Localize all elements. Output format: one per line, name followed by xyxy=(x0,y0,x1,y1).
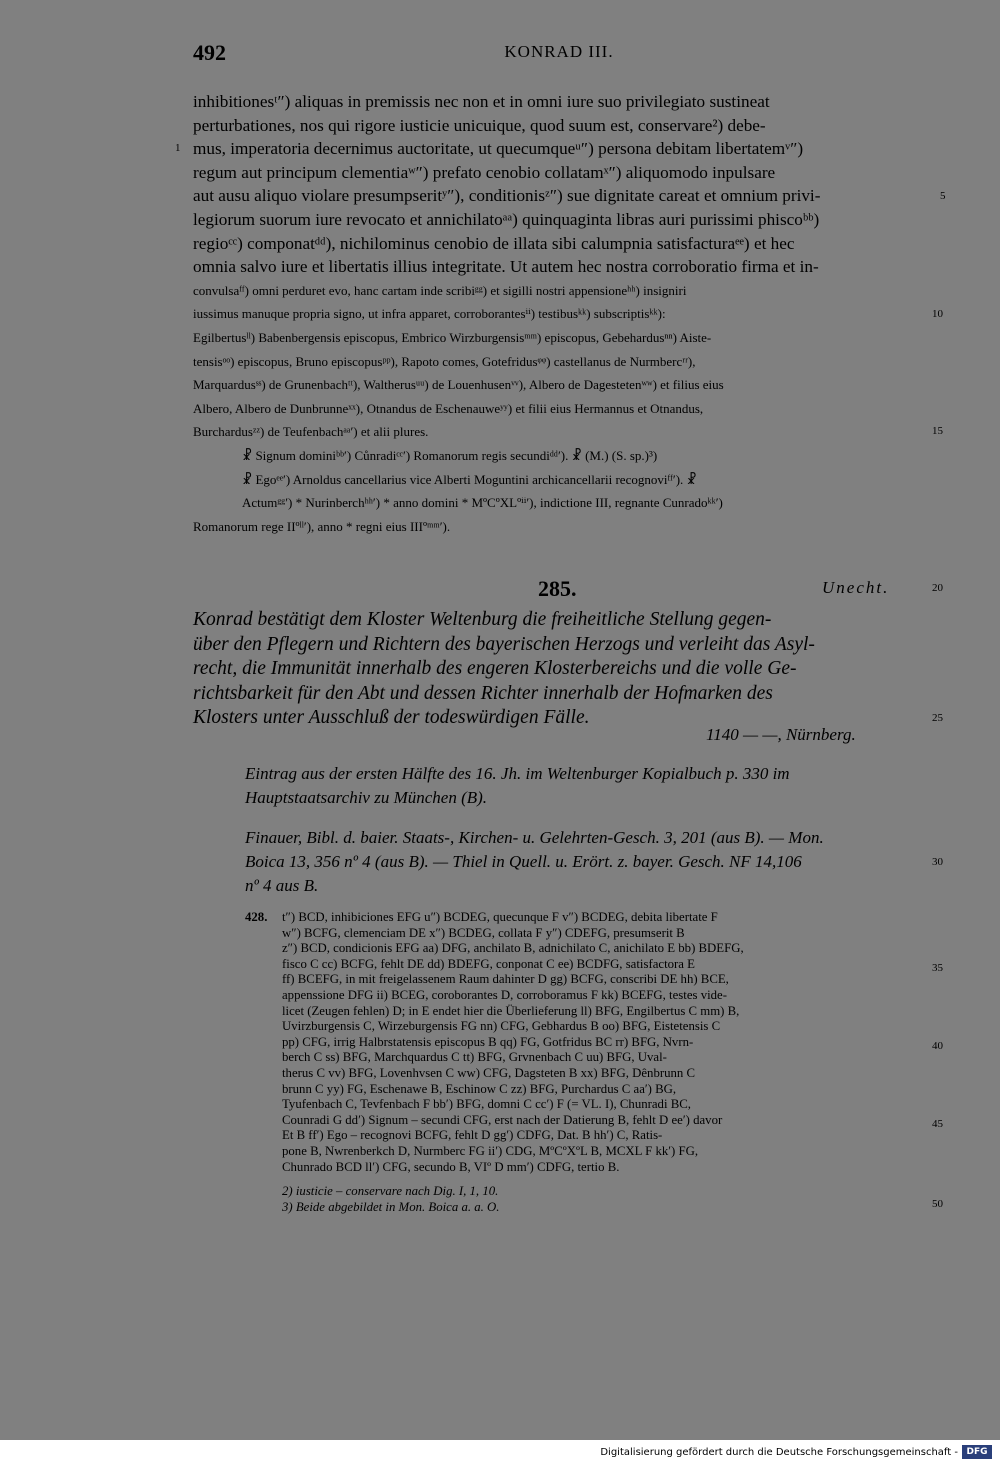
text-line: Burchardusᶻᶻ) de Teufenbachᵃᵃ′) et alii plures. xyxy=(193,424,429,440)
running-header xyxy=(193,40,925,70)
apparatus-line: therus C vv) BFG, Lovenhvsen C ww) CFG, Dagsteten B xx) BFG, Dênbrunn C xyxy=(282,1065,696,1080)
text-line: Egilbertusˡˡ) Babenbergensis episcopus, Embrico Wirzburgensisᵐᵐ) episcopus, Gebehardusⁿⁿ) Aiste- xyxy=(193,329,712,345)
regest-line: Konrad bestätigt dem Kloster Weltenburg die freiheitliche Stellung gegen- xyxy=(193,609,772,630)
text-line: iussimus manuque propria signo, ut infra apparet, corroborantesⁱⁱ) testibusᵏᵏ) subscriptisᵏᵏ): xyxy=(193,306,666,322)
apparatus-line: licet (Zeugen fehlen) D; in E endet hier die Überlieferung ll) BFG, Engilbertus C mm) B, xyxy=(282,1003,740,1018)
line-number-50: 50 xyxy=(932,1198,943,1210)
critical-apparatus xyxy=(282,910,922,1175)
literature-note xyxy=(245,826,925,898)
line-number-35: 35 xyxy=(932,962,943,974)
line-number-45: 45 xyxy=(932,1118,943,1130)
apparatus-line: Et B ff′) Ego – recognovi BCFG, fehlt D gg′) CDFG, Dat. B hh′) C, Ratis- xyxy=(282,1128,663,1143)
apparatus-line: brunn C yy) FG, Eschenawe B, Eschinow C zz) BFG, Purchardus C aa′) BG, xyxy=(282,1081,677,1096)
line-number-1: 1 xyxy=(175,142,181,154)
text-line: legiorum suorum iure revocato et annichilatoᵃᵃ) quinquaginta libras auri purissimi phiscoᵇᵇ) xyxy=(193,209,820,229)
signum-last-line: Romanorum rege IIºˡˡ′), anno * regni eius IIIºᵐᵐ′). xyxy=(193,519,451,534)
literature-line: Finauer, Bibl. d. baier. Staats-, Kirchen- u. Gelehrten-Gesch. 3, 201 (aus B). — Mon. xyxy=(245,828,824,847)
running-title: KONRAD III. xyxy=(504,42,614,61)
apparatus-line: w″) BCFG, clemenciam DE x″) BCDEG, collata F y″) CDEFG, presumserit B xyxy=(282,925,685,940)
transmission-note xyxy=(245,762,925,810)
footnote: 2) iusticie – conservare nach Dig. I, 1, 10. xyxy=(282,1184,499,1198)
line-number-30: 30 xyxy=(932,856,943,868)
signum-block xyxy=(242,444,922,515)
text-line: tensisᵒᵒ) episcopus, Bruno episcopusᵖᵖ), Rapoto comes, Gotefridusᵠᵠ) castellanus de Nurmbercʳʳ), xyxy=(193,353,696,369)
actum-line: Actumᵍᵍ′) * Nurinberchʰʰ′) * anno domini * MºCºXLºⁱⁱ′), indictione III, regnante Cunradoᵏᵏ′) xyxy=(242,495,723,511)
line-number-10: 10 xyxy=(932,308,943,320)
charter-text xyxy=(193,90,923,444)
signum-line: ☧ Signum dominiᵇᵇ′) Cůnradiᶜᶜ′) Romanorum regis secundiᵈᵈ′). ☧ (M.) (S. sp.)³) xyxy=(242,448,658,463)
apparatus-line: berch C ss) BFG, Marchquardus C tt) BFG, Grvnenbach C uu) BFG, Uval- xyxy=(282,1050,667,1065)
apparatus-line: pp) CFG, irrig Halbrstatensis episcopus B qq) FG, Gotfridus BC rr) BFG, Nvrn- xyxy=(282,1034,694,1049)
dfg-logo-icon: DFG xyxy=(962,1445,992,1459)
regest-line: Klosters unter Ausschluß der todeswürdigen Fälle. xyxy=(193,707,590,728)
text-line: perturbationes, nos qui rigore iusticie unicuique, quod suum est, conservare²) debe- xyxy=(193,115,766,135)
regest-summary xyxy=(193,608,923,731)
document-number: 285. xyxy=(538,576,577,601)
apparatus-line: fisco C cc) BCFG, fehlt DE dd) BDEFG, conponat C ee) BCDFG, satisfactora E xyxy=(282,956,695,971)
apparatus-line: pone B, Nwrenberkch D, Nurmberc FG ii′) CDG, MºCºXºL B, MCXL F kk′) FG, xyxy=(282,1143,699,1158)
apparatus-line: Counradi G dd′) Signum – secundi CFG, erst nach der Datierung B, fehlt D ee′) davor xyxy=(282,1112,723,1127)
text-line: Albero, Albero de Dunbrunneˣˣ), Otnandus de Eschenauweʸʸ) et filii eius Hermannus et Otnandus, xyxy=(193,400,704,416)
footnotes xyxy=(282,1184,922,1215)
apparatus-line: Chunrado BCD ll′) CFG, secundo B, VIº D mm′) CDFG, tertio B. xyxy=(282,1159,620,1174)
text-line: convulsaᶠᶠ) omni perduret evo, hanc cartam inde scribiᵍᵍ) et sigilli nostri appensioneʰʰ) insigniri xyxy=(193,282,687,298)
apparatus-label: 428. xyxy=(245,910,268,924)
text-line: aut ausu aliquo violare presumpseritʸ″), conditionisᶻ″) sue dignitate careat et omnium privi- xyxy=(193,186,821,206)
line-number-5: 5 xyxy=(940,190,946,202)
text-line: Marquardusˢˢ) de Grunenbachᵗᵗ), Waltherusᵘᵘ) de Louenhusenᵛᵛ), Albero de Dagestetenʷʷ) et filius eius xyxy=(193,377,724,393)
text-line: regum aut principum clementiaʷ″) prefato cenobio collatamˣ″) aliquomodo inpulsare xyxy=(193,162,776,182)
page-number: 492 xyxy=(193,40,226,65)
line-number-20: 20 xyxy=(932,582,943,594)
apparatus-line: z″) BCD, condicionis EFG aa) DFG, anchilato B, adnichilato C, anichilato E bb) BDEFG, xyxy=(282,941,744,956)
apparatus-line: t″) BCD, inhibiciones EFG u″) BCDEG, quecunque F v″) BCDEG, debita libertate F xyxy=(282,910,718,924)
dateline: 1140 — —, Nürnberg. xyxy=(706,725,856,744)
apparatus-line: appenssione DFG ii) BCEG, coroborantes D, corroboramus F kk) BCEFG, testes vide- xyxy=(282,987,727,1002)
apparatus-line: ff) BCEFG, in mit freigelassenem Raum dahinter D gg) BCFG, conscribi DE hh) BCE, xyxy=(282,972,729,987)
text-line: omnia salvo iure et libertatis illius integritate. Ut autem hec nostra corroboratio firma et in- xyxy=(193,257,819,277)
authenticity-note: Unecht. xyxy=(822,578,890,597)
transmission-line: Eintrag aus der ersten Hälfte des 16. Jh. im Weltenburger Kopialbuch p. 330 im xyxy=(245,764,790,783)
regest-line: recht, die Immunität innerhalb des engeren Klosterbereichs und die volle Ge- xyxy=(193,658,797,679)
regest-line: richtsbarkeit für den Abt und dessen Richter innerhalb der Hofmarken des xyxy=(193,682,773,704)
apparatus-line: Tyufenbach C, Tevfenbach F bb′) BFG, domni C cc′) F (= VL. I), Chunradi BC, xyxy=(282,1097,691,1112)
line-number-25: 25 xyxy=(932,712,943,724)
regest-line: über den Pflegern und Richtern des bayerischen Herzogs und verleiht das Asyl- xyxy=(193,633,815,655)
footer-bar xyxy=(0,1440,1000,1465)
funding-note: Digitalisierung gefördert durch die Deutsche Forschungsgemeinschaft - xyxy=(600,1447,958,1458)
literature-line: nº 4 aus B. xyxy=(245,876,319,895)
text-line: inhibitionesᵗ″) aliquas in premissis nec non et in omni iure suo privilegiato sustineat xyxy=(193,92,770,111)
transmission-line: Hauptstaatsarchiv zu München (B). xyxy=(245,788,488,807)
line-number-15: 15 xyxy=(932,425,943,437)
apparatus-line: Uvirzburgensis C, Wirzeburgensis FG nn) CFG, Gebhardus B oo) BFG, Eistetensis C xyxy=(282,1019,721,1034)
literature-line: Boica 13, 356 nº 4 (aus B). — Thiel in Quell. u. Erört. z. bayer. Gesch. NF 14,106 xyxy=(245,852,802,871)
footnote: 3) Beide abgebildet in Mon. Boica a. a. O. xyxy=(282,1199,500,1214)
text-line: mus, imperatoria decernimus auctoritate, ut quecumqueᵘ″) persona debitam libertatemᵛ″) xyxy=(193,139,804,159)
text-line: regioᶜᶜ) componatᵈᵈ), nichilominus cenobio de illata sibi calumpnia satisfacturaᵉᵉ) et hec xyxy=(193,233,795,253)
line-number-40: 40 xyxy=(932,1040,943,1052)
recognition-line: ☧ Egoᵉᵉ′) Arnoldus cancellarius vice Alberti Moguntini archicancellarii recognoviᶠᶠ′). ☧ xyxy=(242,471,697,487)
